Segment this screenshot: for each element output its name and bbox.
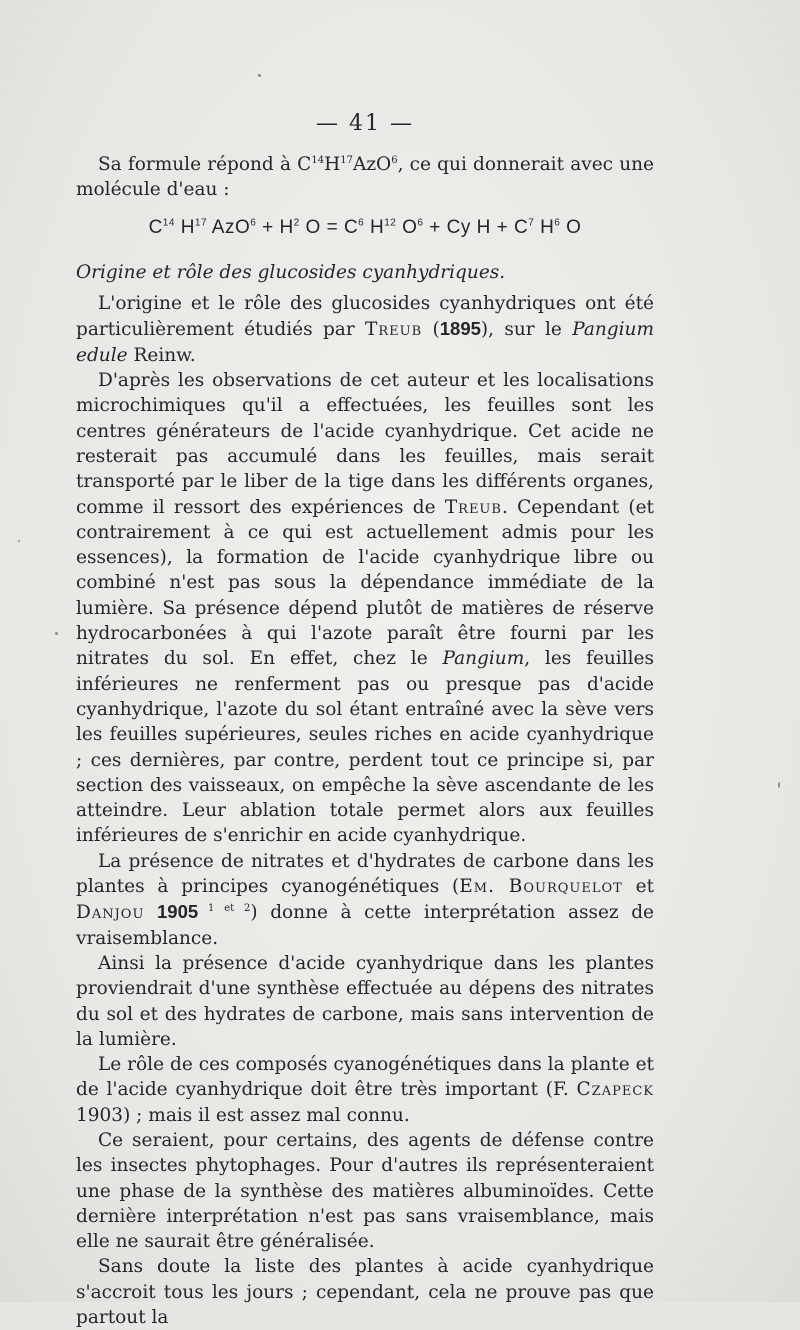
page-content (76, 110, 654, 1330)
paragraph-synthesis: Ainsi la présence d'acide cyanhydrique dans les plantes proviendrait d'une synthèse effectuée au dépens des nitrates du sol et des hydrates de carbone, mais sans intervention de la lumière. (76, 952, 654, 1050)
paragraph-role: Le rôle de ces composés cyanogénétiques dans la plante et de l'acide cyanhydrique doit être très important (F. Czapeck 1903) ; mais il est assez mal connu. (76, 1054, 654, 1126)
chemical-equation: $C^{14}$ $H^{17}$ $AzO^6 + H^2$ $O = C^6$ $H^{12}$ $O^6 + Cy$ $H + C^7$ $H^6$ O (148, 216, 582, 238)
paper-speck (258, 74, 261, 77)
paragraph-origin: L'origine et le rôle des glucosides cyanhydriques ont été particulièrement étudiés par Treub (1895), sur le Pangium edule Reinw. (76, 293, 654, 366)
paper-speck (18, 540, 20, 542)
paragraph-nitrates: La présence de nitrates et d'hydrates de carbone dans les plantes à principes cyanogénétiques (Em. Bourquelot et Danjou 1905 $^{1 et 2}$) donne à cette interprétation assez de vraisemblance. (76, 850, 655, 949)
paragraph-observations: D'après les observations de cet auteur et les localisations microchimiques qu'il a effectuées, les feuilles sont les centres générateurs de l'acide cyanhydrique. Cet acide ne resterait pas accumulé dans les feuilles, mais serait transporté par le liber de la tige dans les différents organes, comme il ressort des expériences de Treub. Cependant (et contrairement à ce qui est actuellement admis pour les essences), la formation de l'acide cyanhydrique libre ou combiné n'est pas sous la dépendance immédiate de la lumière. Sa présence dépend plutôt de matières de réserve hydrocarbonées à qui l'azote paraît être fourni par les nitrates du sol. En effet, chez le Pangium, les feuilles inférieures ne renferment pas ou presque pas d'acide cyanhydrique, l'azote du sol étant entraîné avec la sève vers les feuilles supérieures, seules riches en acide cyanhydrique ; ces dernières, par contre, perdent tout ce principe si, par section des vaisseaux, on empêche la sève ascendante de les atteindre. Leur ablation totale permet alors aux feuilles inférieures de s'enrichir en acide cyanhydrique. (76, 370, 655, 847)
section-heading: Origine et rôle des glucosides cyanhydriques. (76, 261, 506, 283)
paragraph-defense: Ce seraient, pour certains, des agents de défense contre les insectes phytophages. Pour d'autres ils représenteraient une phase de la synthèse des matières albuminoïdes. Cette dernière interprétation n'est pas sans vraisemblance, mais elle ne saurait être généralisée. (76, 1129, 654, 1253)
paper-speck (778, 782, 780, 788)
paragraph-list: Sans doute la liste des plantes à acide cyanhydrique s'accroit tous les jours ; cependant, cela ne prouve pas que partout la (76, 1256, 654, 1329)
author-treub: Treub (365, 319, 423, 341)
page-number: — 41 — (316, 111, 414, 136)
paper-speck (55, 632, 58, 635)
intro-paragraph: Sa formule répond à $C^{14}H^{17}AzO^6$, ce qui donnerait avec une molécule d'eau : (76, 154, 654, 201)
